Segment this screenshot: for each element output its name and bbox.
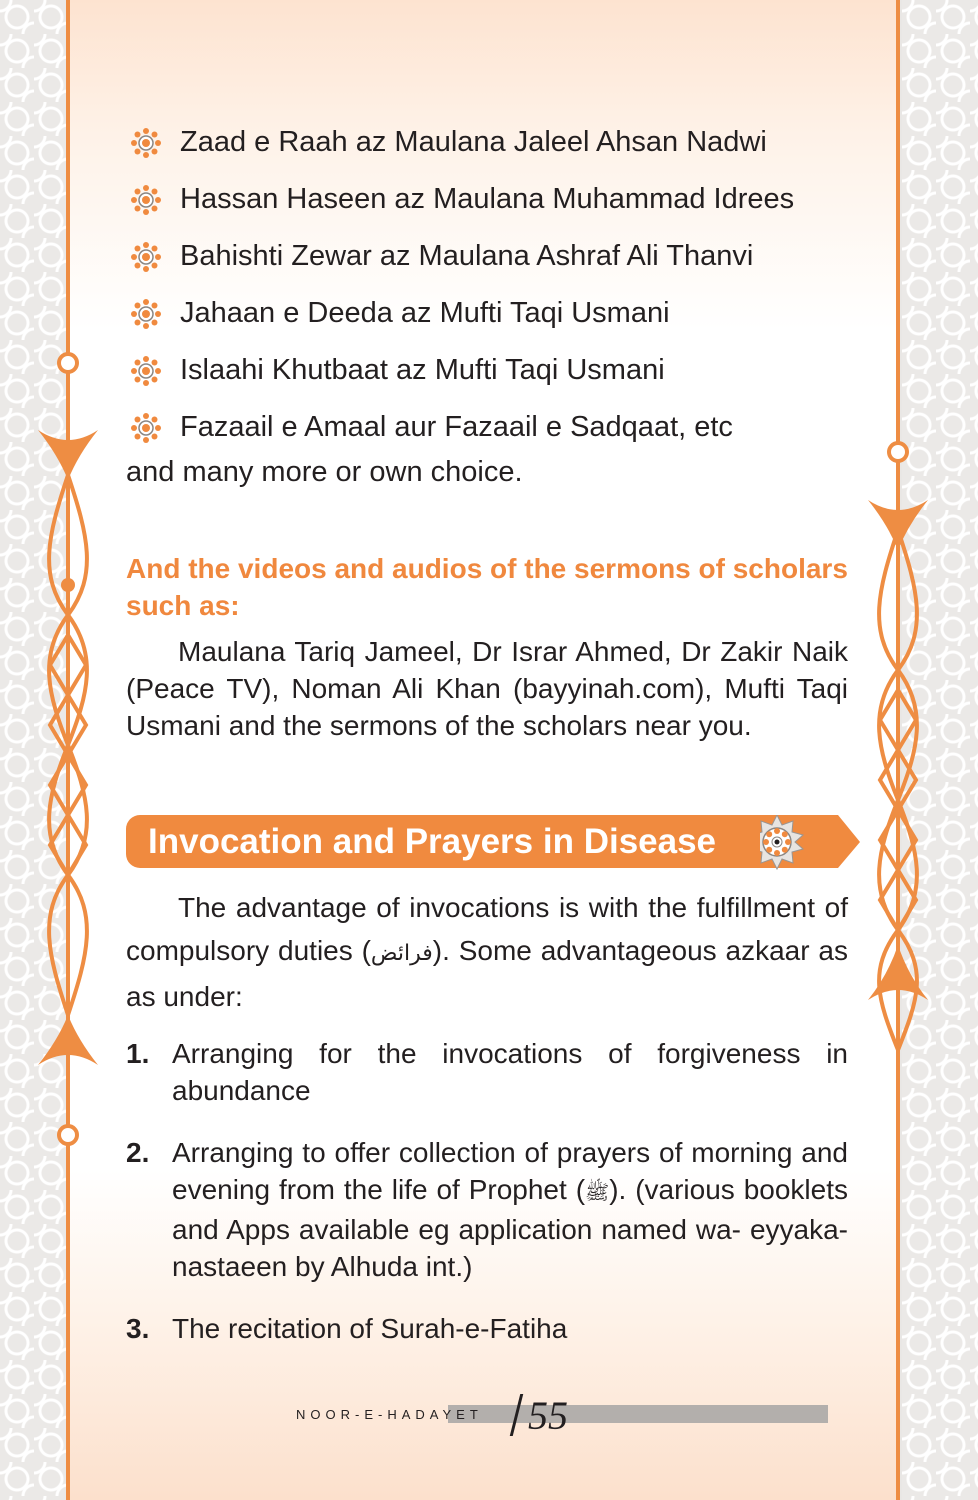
item-number: 3. [126,1313,150,1344]
honorific: ﷺ [585,1180,610,1204]
item-text-a: Arranging to offer collection of prayers of morning and evening from the life of Prophet ( [172,1137,848,1205]
book-list [130,114,794,456]
list-item [126,1134,848,1285]
item-text [172,1134,848,1285]
footer-book-name: NOOR-E-HADAYET [296,1407,483,1422]
book-title: Jahaan e Deeda az Mufti Taqi Usmani [180,297,670,329]
section-intro [126,886,848,1018]
list-item [130,171,794,228]
footer-band [448,1405,828,1423]
list-item [126,1035,848,1109]
book-title: Hassan Haseen az Maulana Muhammad Idrees [180,183,795,215]
page-number: 55 [528,1393,568,1438]
book-title: Zaad e Raah az Maulana Jaleel Ahsan Nadwi [180,126,767,158]
rosette-bullet-icon [130,241,162,273]
list-item [130,342,794,399]
right-ornament [858,440,938,1140]
left-ornament [30,345,110,1145]
rosette-bullet-icon [130,298,162,330]
item-number: 2. [126,1137,150,1168]
videos-body-text: Maulana Tariq Jameel, Dr Israr Ahmed, Dr Zakir Naik (Peace TV), Noman Ali Khan (bayyinah.com), Mufti Taqi Usmani and the sermons of the scholars near you. [126,636,848,741]
rosette-bullet-icon [130,127,162,159]
item-number: 1. [126,1038,150,1069]
more-text: and many more or own choice. [126,456,523,488]
videos-body [126,633,848,744]
item-text: Arranging for the invocations of forgiveness in abundance [172,1038,848,1106]
list-item [130,285,794,342]
book-title: Fazaail e Amaal aur Fazaail e Sadqaat, etc [180,411,733,443]
rosette-bullet-icon [130,184,162,216]
rosette-bullet-icon [130,355,162,387]
section-banner [126,815,766,868]
intro-text-a: The advantage of invocations is with the fulfillment of compulsory duties ( [126,892,848,966]
list-item [126,1310,848,1347]
intro-arabic: فرائض [370,941,433,966]
intro-text-b: ). Some advantageous azkaar as as under: [126,935,848,1012]
azkaar-list [126,1035,848,1372]
item-text-b: ). (various booklets and Apps available eg application named wa- eyyaka-nastaeen by Alhuda int.) [172,1174,848,1282]
book-title: Islaahi Khutbaat az Mufti Taqi Usmani [180,354,665,386]
list-item [130,399,794,456]
banner-rosette-icon [760,815,860,875]
item-text: The recitation of Surah-e-Fatiha [172,1313,568,1344]
videos-heading: And the videos and audios of the sermons of scholars such as: [126,553,848,621]
section-title: Invocation and Prayers in Disease [148,821,717,861]
list-item [130,228,794,285]
rosette-bullet-icon [130,412,162,444]
book-title: Bahishti Zewar az Maulana Ashraf Ali Thanvi [180,240,754,272]
list-item [130,114,794,171]
